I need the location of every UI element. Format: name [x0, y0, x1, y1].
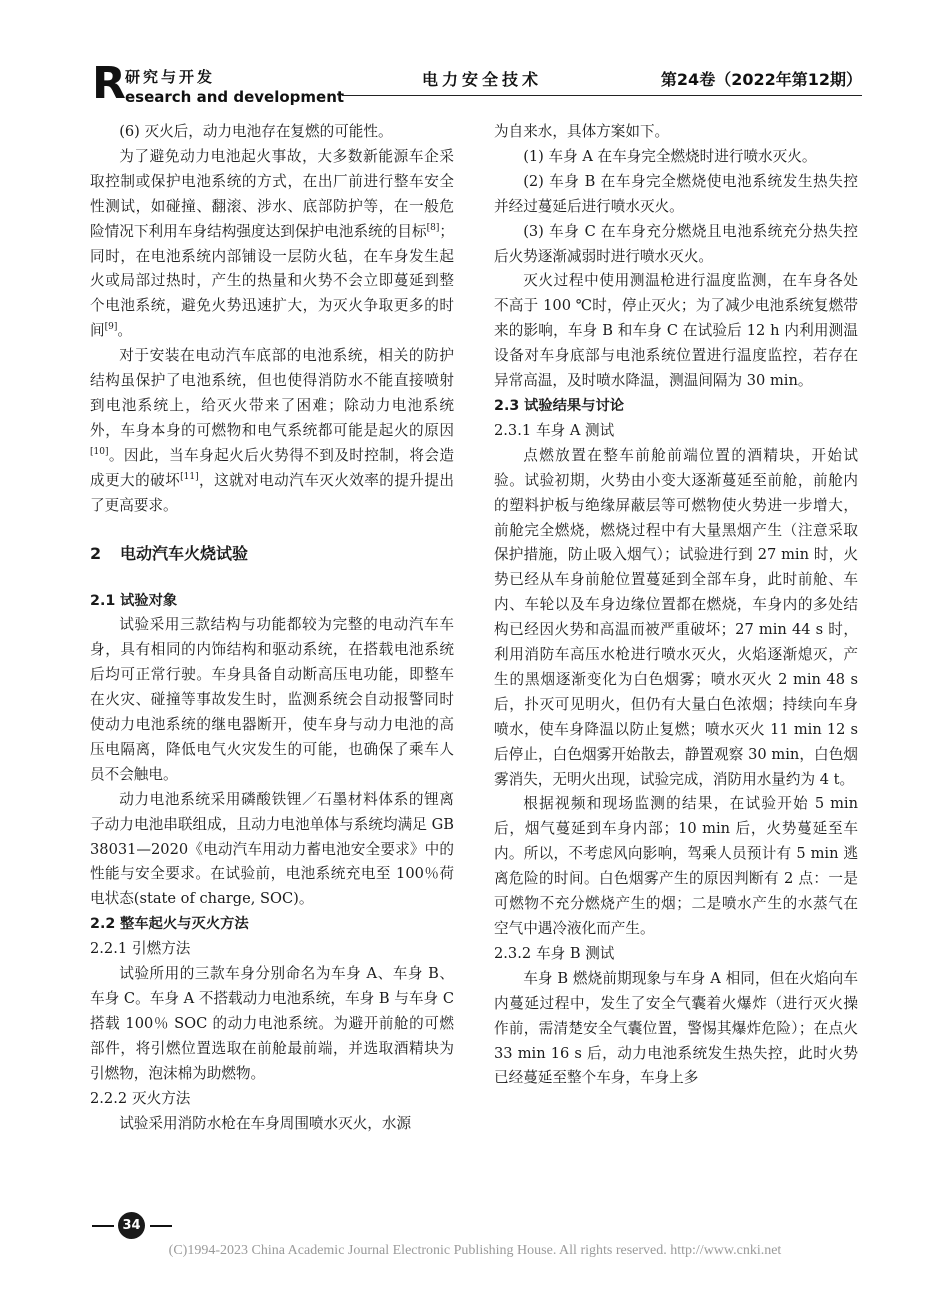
footer-dash — [150, 1225, 172, 1227]
left-column — [90, 120, 454, 1136]
subsubsection-heading: 2.2.2 灭火方法 — [90, 1089, 191, 1107]
footer-dash — [92, 1225, 114, 1227]
section-initial-letter: R — [92, 58, 126, 109]
subsection-heading: 2.3 试验结果与讨论 — [494, 397, 625, 414]
copyright-notice: (C)1994-2023 China Academic Journal Electronic Publishing House. All rights reserved. http://www.cnki.net — [168, 1243, 782, 1258]
paragraph: 灭火过程中使用测温枪进行温度监测，在车身各处不高于 100 ℃时，停止灭火；为了减少电池系统复燃带来的影响，车身 B 和车身 C 在试验后 12 h 内利用测温设备对车身底部与电池系统位置进行温度监控，若存在异常高温，及时喷水降温，测温间隔为 30 min。 — [494, 272, 858, 390]
running-header — [92, 58, 862, 110]
paragraph: 点燃放置在整车前舱前端位置的酒精块，开始试验。试验初期，火势由小变大逐渐蔓延至前舱，前舱内的塑料护板与绝缘屏蔽层等可燃物使火势进一步增大，前舱完全燃烧，燃烧过程中有大量黑烟产生（注意采取保护措施，防止吸入烟气）；试验进行到 27 min 时，火势已经从车身前舱位置蔓延到全部车身，此时前舱、车内、车轮以及车身边缘位置都在燃烧，车身内的多处结构已经因火势和高温而被严重破坏；27 min 44 s 时，利用消防车高压水枪进行喷水灭火，火焰逐渐熄灭，产生的黑烟逐渐变化为白色烟雾；喷水灭火 2 min 48 s 后，扑灭可见明火，但仍有大量白色浓烟；持续向车身喷水，使车身降温以防止复燃；喷水灭火 11 min 12 s 后停止，白色烟雾开始散去，静置观察 30 min，白色烟雾消失，无明火出现，试验完成，消防用水量约为 4 t。 — [494, 446, 858, 788]
subsection-heading: 2.1 试验对象 — [90, 592, 178, 609]
header-rule — [342, 95, 862, 96]
subsection-heading: 2.2 整车起火与灭火方法 — [90, 916, 249, 933]
section-heading: 2 电动汽车火烧试验 — [90, 543, 249, 563]
subsubsection-heading: 2.3.2 车身 B 测试 — [494, 944, 615, 962]
paragraph: 试验采用三款结构与功能都较为完整的电动汽车车身，具有相同的内饰结构和驱动系统，在搭载电池系统后均可正常行驶。车身具备自动断高压电功能，即整车在火灾、碰撞等事故发生时，监测系统会自动报警同时使动力电池系统的继电器断开，使车身与动力电池的高压电隔离，降低电气火灾发生的可能，也确保了乘车人员不会触电。 — [90, 616, 454, 783]
page-number: 34 — [118, 1212, 145, 1239]
paragraph: 根据视频和现场监测的结果，在试验开始 5 min 后，烟气蔓延到车身内部；10 min 后，火势蔓延至车内。所以，不考虑风向影响，驾乘人员预计有 5 min 逃离危险的时间。白色烟雾产生的原因判断有 2 点：一是可燃物不充分燃烧产生的烟；二是喷水产生的水蒸气在空气中遇冷液化而产生。 — [494, 795, 858, 937]
paragraph: 对于安装在电动汽车底部的电池系统，相关的防护结构虽保护了电池系统，但也使得消防水不能直接喷射到电池系统上，给灭火带来了困难；除动力电池系统外，车身本身的可燃物和电气系统都可能是起火的原因[10]。因此，当车身起火后火势得不到及时控制，将会造成更大的破坏[11]，这就对电动汽车灭火效率的提升提出了更高要求。 — [90, 347, 454, 514]
paragraph: 为了避免动力电池起火事故，大多数新能源车企采取控制或保护电池系统的方式，在出厂前进行整车安全性测试，如碰撞、翻滚、涉水、底部防护等，在一般危险情况下利用车身结构强度达到保护电池系统的目标[8]；同时，在电池系统内部铺设一层防火毡，在车身发生起火或局部过热时，产生的热量和火势不会立即蔓延到整个电池系统，避免火势迅速扩大，为灭火争取更多的时间[9]。 — [90, 147, 454, 340]
issue-info: 第24卷（2022年第12期） — [660, 70, 862, 89]
paragraph: 为自来水，具体方案如下。 — [494, 123, 670, 140]
paragraph: 动力电池系统采用磷酸铁锂／石墨材料体系的锂离子动力电池串联组成，且动力电池单体与系统均满足 GB 38031—2020《电动汽车用动力蓄电池安全要求》中的性能与安全要求。在试验前，电池系统充电至 100％荷电状态(state of charge, SOC)。 — [90, 790, 454, 908]
journal-title: 电力安全技术 — [422, 70, 543, 89]
subsubsection-heading: 2.3.1 车身 A 测试 — [494, 421, 615, 439]
citation-ref: [11] — [180, 471, 199, 482]
page-footer — [92, 1212, 182, 1240]
section-name-cn: 研究与开发 — [125, 68, 216, 86]
list-item: (1) 车身 A 在车身完全燃烧时进行喷水灭火。 — [523, 147, 817, 165]
paragraph: 试验采用消防水枪在车身周围喷水灭火，水源 — [119, 1114, 412, 1132]
list-item: (3) 车身 C 在车身充分燃烧且电池系统充分热失控后火势逐渐减弱时进行喷水灭火。 — [494, 222, 858, 265]
citation-ref: [10] — [90, 446, 109, 457]
citation-ref: [9] — [104, 322, 118, 333]
subsubsection-heading: 2.2.1 引燃方法 — [90, 940, 191, 958]
paragraph: 试验所用的三款车身分别命名为车身 A、车身 B、车身 C。车身 A 不搭载动力电池系统，车身 B 与车身 C 搭载 100％ SOC 的动力电池系统。为避开前舱的可燃部件，将引燃位置选取在前舱最前端，并选取酒精块为引燃物，泡沫棉为助燃物。 — [90, 965, 454, 1082]
citation-ref: [8] — [426, 222, 440, 233]
paragraph: 车身 B 燃烧前期现象与车身 A 相同，但在火焰向车内蔓延过程中，发生了安全气囊着火爆炸（进行灭火操作前，需清楚安全气囊位置，警惕其爆炸危险）；在点火 33 min 16 s 后，动力电池系统发生热失控，此时火势已经蔓延至整个车身，车身上多 — [494, 969, 858, 1087]
section-name-en: esearch and development — [125, 88, 345, 106]
paragraph: (6) 灭火后，动力电池存在复燃的可能性。 — [119, 123, 393, 140]
right-column — [494, 120, 858, 1091]
list-item: (2) 车身 B 在车身完全燃烧使电池系统发生热失控并经过蔓延后进行喷水灭火。 — [494, 172, 858, 215]
